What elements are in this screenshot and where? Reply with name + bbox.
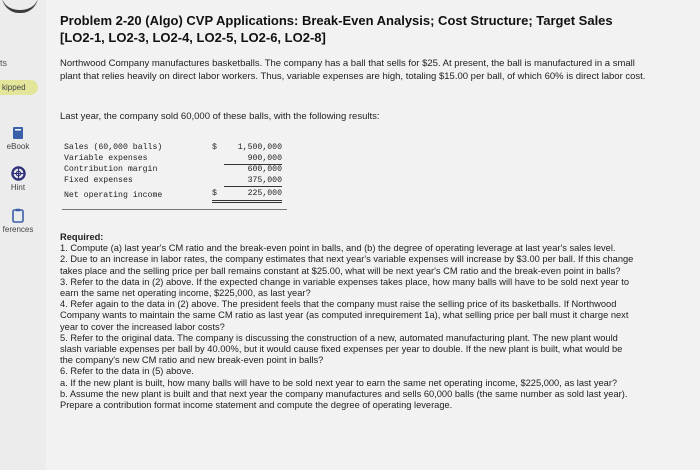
row-amount: 900,000 — [224, 154, 282, 165]
requirement-item: 2. Due to an increase in labor rates, the company estimates that next year's variable expenses will increase by $3.00 per ball. If this change takes place and the selling price per ball remains constant at $25.00, what will be next year's CM ratio and the break-even point in balls? — [60, 254, 634, 276]
table-row — [64, 176, 282, 187]
table-row — [64, 143, 282, 154]
requirement-item: 1. Compute (a) last year's CM ratio and the break-even point in balls, and (b) the degree of operating leverage at last year's sales level. — [60, 243, 616, 254]
row-currency: $ — [212, 143, 217, 152]
row-currency — [212, 154, 224, 165]
row-amount: 1,500,000 — [237, 143, 282, 152]
row-label: Fixed expenses — [64, 176, 133, 185]
problem-lead: Last year, the company sold 60,000 of these balls, with the following results: — [60, 111, 380, 122]
problem-title: Problem 2-20 (Algo) CVP Applications: Break-Even Analysis; Cost Structure; Target Sales [LO2-1, LO2-3, LO2-4, LO2-5, LO2-6, LO2-8] — [60, 13, 613, 45]
row-currency — [212, 165, 224, 176]
table-divider — [62, 209, 287, 210]
requirement-item: b. Assume the new plant is built and that next year the company manufactures and sells 60,000 balls (the same number as sold last year). Prepare a contribution format income statement and compute the degree of operating leverage. — [60, 388, 628, 411]
book-icon — [11, 126, 25, 140]
ebook-button[interactable] — [0, 126, 36, 151]
row-currency: $ — [212, 187, 224, 202]
requirement-item: a. If the new plant is built, how many balls will have to be sold next year to earn the same net operating income, $225,000, as last year? — [60, 377, 618, 388]
row-amount: 375,000 — [224, 176, 282, 187]
references-label: ferences — [2, 225, 34, 234]
hint-button[interactable] — [0, 166, 36, 192]
hint-label: Hint — [10, 183, 26, 192]
table-row — [64, 187, 282, 202]
skipped-badge: kipped — [0, 80, 38, 95]
required-section — [60, 232, 636, 411]
references-button[interactable] — [0, 208, 36, 234]
row-label: Contribution margin — [64, 165, 158, 174]
requirement-item: 6. Refer to the data in (5) above. — [60, 366, 194, 377]
row-label: Sales (60,000 balls) — [64, 143, 163, 152]
income-statement-table — [64, 143, 282, 203]
row-amount: 600,000 — [247, 165, 282, 174]
row-label: Net operating income — [64, 190, 163, 200]
requirement-item: 4. Refer again to the data in (2) above. The president feels that the company must raise the selling price of its basketballs. If Northwood Company wants to maintain the same CM ratio as last year (as computed inrequirement 1a), what selling price per ball must it charge next year to cover the increased labor costs? — [60, 299, 629, 332]
ebook-label: eBook — [6, 142, 30, 151]
table-row — [64, 154, 282, 165]
lifebuoy-icon — [11, 166, 26, 181]
row-currency — [212, 176, 224, 187]
row-amount: 225,000 — [224, 187, 282, 202]
clipboard-icon — [11, 208, 25, 223]
points-label: ts — [0, 58, 8, 68]
row-label: Variable expenses — [64, 154, 148, 163]
progress-arc-icon — [2, 0, 38, 13]
required-heading: Required: — [60, 232, 104, 242]
requirement-item: 5. Refer to the original data. The company is discussing the construction of a new, automated manufacturing plant. The new plant would slash variable expenses per ball by 40.00%, but it would cause fixed expenses per year to double. If the new plant is built, what would be the company's new CM ratio and new break-even point in balls? — [60, 332, 623, 366]
problem-intro: Northwood Company manufactures basketballs. The company has a ball that sells for $25. At present, the ball is manufactured in a small plant that relies heavily on direct labor workers. Thus, variable expenses are high, totaling $15.00 per ball, of which 60% is direct labor cost. — [60, 58, 646, 82]
sidebar — [0, 0, 46, 470]
requirement-item: 3. Refer to the data in (2) above. If the expected change in variable expenses takes place, how many balls will have to be sold next year to earn the same net operating income, $225,000, as last year? — [60, 276, 629, 299]
table-row — [64, 165, 282, 176]
problem-content — [60, 0, 690, 470]
